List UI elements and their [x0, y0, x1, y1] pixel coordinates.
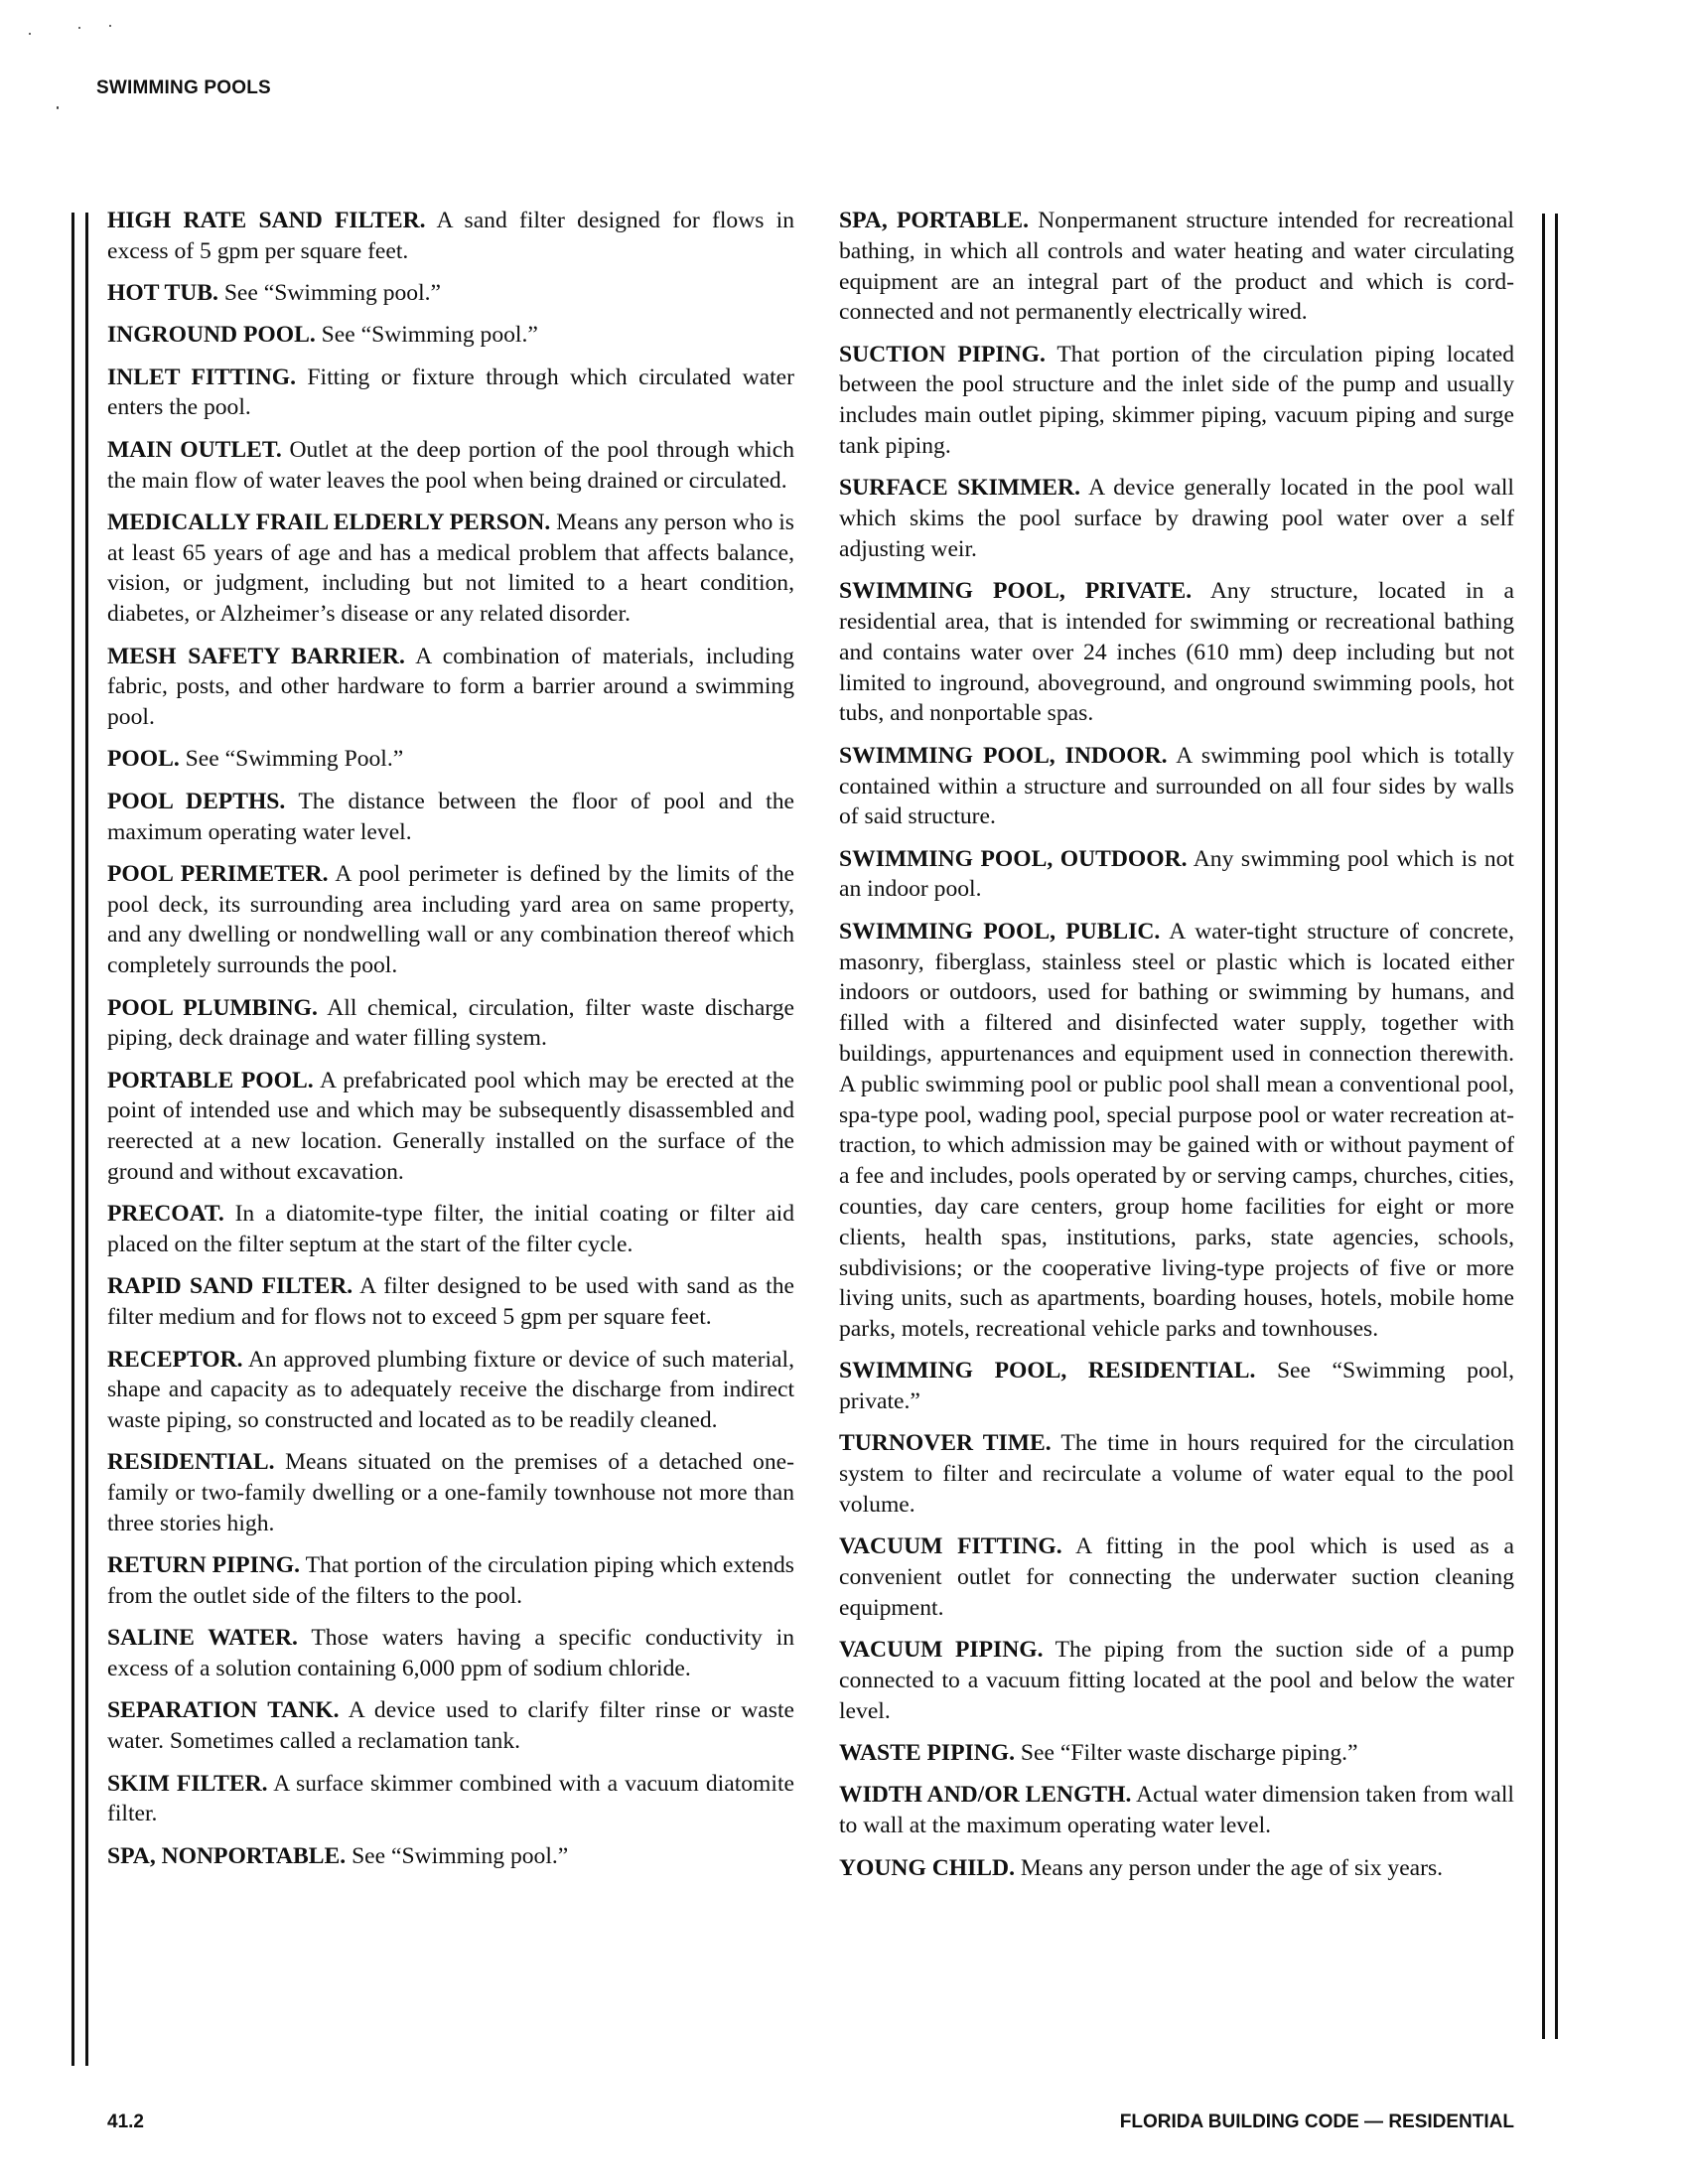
definition-term: MEDICALLY FRAIL ELDERLY PERSON.	[107, 509, 551, 535]
definition-text: Means situated on the premises of a detached one-family or two-family dwelling or a one-family townhouse not more than three stories high.	[107, 1449, 794, 1536]
definition-entry	[107, 1695, 794, 1757]
scan-speck	[78, 27, 80, 29]
definition-text: A filter designed to be used with sand as the filter medium and for flows not to exceed 5 gpm per square feet.	[107, 1273, 794, 1331]
definition-entry	[839, 576, 1514, 729]
definition-text: A device used to clarify filter rinse or waste water. Sometimes called a reclamation tank.	[107, 1697, 794, 1755]
definition-entry	[107, 993, 794, 1055]
definition-entry	[107, 278, 794, 309]
definition-term: RESIDENTIAL.	[107, 1449, 275, 1476]
definition-term: SKIM FILTER.	[107, 1770, 268, 1797]
definition-entry	[839, 844, 1514, 906]
definition-text: Means any person who is at least 65 years of age and has a medical problem that affects balance, vision, or judgment, including but not limited to a heart condition, diabetes, or Alzheimer’s disease or any related disorder.	[107, 509, 794, 628]
definition-text: A sand filter designed for flows in excess of 5 gpm per square feet.	[107, 208, 795, 264]
definition-entry	[107, 859, 794, 981]
definition-text: Fitting or fixture through which circulated water enters the pool.	[107, 364, 794, 421]
definition-term: HIGH RATE SAND FILTER.	[107, 208, 426, 233]
definition-entry	[107, 1447, 794, 1538]
definition-entry	[839, 1738, 1514, 1769]
definition-text: All chemical, circulation, filter waste discharge piping, deck drainage and water filling system.	[107, 994, 794, 1052]
change-bar-right-inner	[1542, 214, 1545, 2039]
definition-text: Any structure, located in a residential area, that is intended for swimming or recreational bathing and contains water over 24 inches (610 mm) deep including but not limited to inground, aboveground, and onground swimming pools, hot tubs, and nonportable spas.	[839, 578, 1514, 727]
definition-term: POOL DEPTHS.	[107, 788, 286, 814]
definition-entry	[107, 1066, 794, 1188]
definition-text: Means any person under the age of six years.	[1020, 1854, 1444, 1881]
definition-entry	[839, 1531, 1514, 1623]
definition-entry	[107, 1271, 794, 1333]
definition-text: A swimming pool which is totally contained within a structure and surrounded on all four sides by walls of said structure.	[839, 742, 1514, 830]
definition-text: See “Swimming pool.”	[352, 1842, 569, 1869]
definition-entry	[839, 473, 1514, 564]
definition-text: Those waters having a specific conductivity in excess of a solution containing 6,000 ppm of sodium chloride.	[107, 1625, 794, 1682]
definition-term: WIDTH AND/OR LENGTH.	[839, 1782, 1132, 1809]
definition-entry	[839, 917, 1514, 1345]
definition-term: RETURN PIPING.	[107, 1552, 301, 1579]
definition-text: The piping from the suction side of a pump connected to a vacuum fitting located at the pool and below the water level.	[839, 1637, 1514, 1724]
definition-entry	[839, 1635, 1514, 1726]
definition-term: VACUUM PIPING.	[839, 1637, 1044, 1664]
scan-speck	[109, 25, 111, 27]
definition-text: Outlet at the deep portion of the pool through which the main flow of water leaves the pool when being drained or circulated.	[107, 436, 794, 494]
definition-term: POOL.	[107, 746, 180, 773]
running-head: SWIMMING POOLS	[96, 77, 271, 98]
scan-speck	[29, 33, 31, 35]
definition-text: See “Swimming Pool.”	[185, 746, 404, 773]
definition-entry	[107, 744, 794, 775]
definition-entry	[107, 642, 794, 733]
scan-speck	[57, 106, 59, 109]
definition-entry	[839, 1428, 1514, 1520]
definition-text: See “Swimming pool.”	[321, 322, 538, 349]
definition-text: The time in hours required for the circulation system to filter and recirculate a volume of water equal to the pool volume.	[839, 1430, 1514, 1519]
definition-term: MAIN OUTLET.	[107, 436, 282, 463]
definition-text: A fitting in the pool which is used as a convenient outlet for connecting the underwater suction cleaning equipment.	[839, 1533, 1515, 1621]
publication-title: FLORIDA BUILDING CODE — RESIDENTIAL	[1119, 2111, 1514, 2132]
definition-entry	[839, 741, 1514, 832]
definitions-column-right	[839, 206, 1514, 1895]
definition-entry	[839, 1356, 1514, 1417]
definition-term: SWIMMING POOL, INDOOR.	[839, 742, 1168, 769]
definition-term: SWIMMING POOL, PUBLIC.	[839, 918, 1161, 945]
definition-term: SWIMMING POOL, RESIDENTIAL.	[839, 1358, 1256, 1384]
definition-text: See “Swimming pool.”	[223, 280, 442, 307]
definition-term: POOL PERIMETER.	[107, 860, 329, 887]
definition-term: WASTE PIPING.	[839, 1740, 1015, 1767]
change-bar-right-outer	[1555, 214, 1558, 2039]
definition-entry	[107, 206, 794, 267]
definition-term: SURFACE SKIMMER.	[839, 475, 1080, 502]
definition-entry	[107, 1199, 794, 1260]
definition-entry	[839, 1853, 1514, 1884]
definition-text: That portion of the circulation piping which extends from the outlet side of the filters to the pool.	[107, 1552, 794, 1610]
definition-entry	[107, 508, 794, 630]
definition-term: RECEPTOR.	[107, 1346, 243, 1373]
definition-term: POOL PLUMBING.	[107, 994, 318, 1021]
definition-text: The distance between the floor of pool and the maximum operating water level.	[107, 788, 794, 845]
definition-term: TURNOVER TIME.	[839, 1430, 1052, 1457]
definition-text: A pool perimeter is defined by the limits of the pool deck, its surrounding area including yard area on same property, and any dwelling or nondwelling wall or any combination thereof which completely surrounds the pool.	[107, 860, 794, 979]
definition-entry	[107, 363, 794, 424]
definition-entry	[107, 1623, 794, 1684]
definition-term: PORTABLE POOL.	[107, 1067, 314, 1093]
page-number: 41.2	[107, 2111, 144, 2132]
definition-text: A surface skimmer combined with a vacuum diatomite filter.	[107, 1770, 794, 1827]
definition-text: A combination of materials, including fabric, posts, and other hardware to form a barrier around a swimming pool.	[107, 643, 794, 731]
definition-text: A prefabricated pool which may be erected at the point of intended use and which may be subsequently disassembled and reerected at a new location. Generally installed on the surface of the ground and without excavation.	[107, 1067, 794, 1186]
definition-entry	[107, 1345, 794, 1436]
definition-text: That portion of the circulation piping located between the pool structure and the inlet side of the pump and usually includes main outlet piping, skimmer piping, vacuum piping and surge tank piping.	[839, 341, 1514, 460]
definition-term: SUCTION PIPING.	[839, 341, 1046, 367]
definition-term: SWIMMING POOL, PRIVATE.	[839, 578, 1193, 605]
definition-text: See “Swimming pool, private.”	[839, 1358, 1515, 1415]
definition-entry	[107, 1841, 794, 1872]
definition-term: SALINE WATER.	[107, 1625, 298, 1652]
definition-entry	[107, 787, 794, 848]
definition-text: Any swimming pool which is not an indoor pool.	[839, 845, 1514, 903]
definition-text: In a diatomite-type filter, the initial coating or filter aid placed on the filter septum at the start of the filter cycle.	[107, 1201, 794, 1258]
definition-term: PRECOAT.	[107, 1201, 224, 1228]
definition-text: See “Filter waste discharge piping.”	[1020, 1740, 1358, 1767]
definition-text: Actual water dimension taken from wall to wall at the maximum operating water level.	[839, 1782, 1514, 1839]
definition-term: HOT TUB.	[107, 280, 218, 307]
definitions-column-left	[107, 206, 794, 1883]
definition-term: MESH SAFETY BARRIER.	[107, 643, 405, 669]
definition-term: VACUUM FITTING.	[839, 1533, 1062, 1560]
definition-term: INGROUND POOL.	[107, 322, 316, 349]
definition-text: A device generally located in the pool wall which skims the pool surface by drawing pool water over a self adjusting weir.	[839, 475, 1514, 562]
definition-entry	[107, 320, 794, 351]
definition-entry	[839, 1780, 1514, 1841]
definition-entry	[107, 1550, 794, 1612]
definition-entry	[107, 435, 794, 497]
definition-term: SPA, PORTABLE.	[839, 208, 1030, 233]
definition-entry	[839, 206, 1514, 328]
definition-term: RAPID SAND FILTER.	[107, 1273, 353, 1300]
definition-term: INLET FITTING.	[107, 364, 296, 390]
definition-text: A water-tight structure of concrete, masonry, fiberglass, stainless steel or plastic which is located either indoors or outdoors, used for bathing or swimming by humans, and filled with a filtered and disinfected water supply, together with buildings, appurtenances and equipment used in connection therewith. A public swimming pool or public pool shall mean a conventional pool, spa-type pool, wading pool, special purpose pool or water recreation attraction, to which admission may be gained with or without payment of a fee and includes, pools operated by or serving camps, churches, cities, counties, day care centers, group home facilities for eight or more clients, health spas, institutions, parks, state agencies, schools, subdivisions; or the cooperative living-type projects of five or more living units, such as apartments, boarding houses, hotels, mobile home parks, motels, recreational vehicle parks and townhouses.	[839, 918, 1514, 1343]
definition-term: SWIMMING POOL, OUTDOOR.	[839, 845, 1188, 872]
definition-entry	[839, 340, 1514, 462]
change-bar-left-inner	[85, 213, 88, 2066]
definition-term: YOUNG CHILD.	[839, 1854, 1015, 1881]
change-bar-left-outer	[71, 213, 74, 2066]
definition-term: SEPARATION TANK.	[107, 1697, 340, 1724]
definition-text: Nonpermanent structure intended for recreational bathing, in which all controls and water heating and water circulating equipment are an integral part of the product and which is cord-connected and not permanently electrically wired.	[839, 208, 1514, 326]
definition-term: SPA, NONPORTABLE.	[107, 1842, 347, 1869]
definition-text: An approved plumbing fixture or device of such material, shape and capacity as to adequately receive the discharge from indirect waste piping, so constructed and located as to be readily cleaned.	[107, 1346, 794, 1434]
definition-entry	[107, 1769, 794, 1830]
